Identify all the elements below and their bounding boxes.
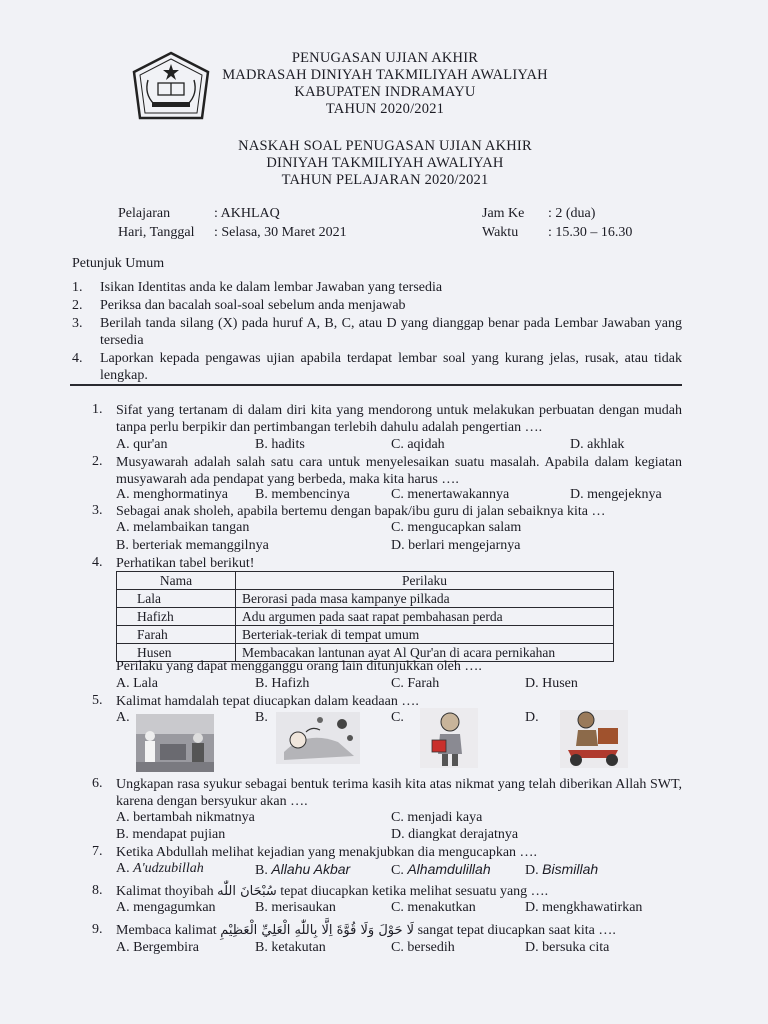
jam-value: : 2 (dua)	[548, 206, 596, 221]
option-c: C. Alhamdulillah	[391, 861, 491, 878]
header-line: DINIYAH TAKMILIYAH AWALIYAH	[266, 155, 504, 171]
option-d: D. akhlak	[570, 437, 625, 452]
option-d: D.	[525, 710, 539, 725]
table-header-name: Nama	[117, 572, 236, 590]
jam-label: Jam Ke	[482, 206, 525, 221]
question-number: 6.	[92, 776, 103, 791]
waktu-label: Waktu	[482, 225, 519, 240]
general-instructions-list	[72, 279, 682, 385]
option-c: C. menakutkan	[391, 900, 476, 915]
hari-value: : Selasa, 30 Maret 2021	[214, 225, 347, 240]
option-d: D. diangkat derajatnya	[391, 827, 519, 842]
header-block-2	[150, 138, 620, 189]
hari-label: Hari, Tanggal	[118, 225, 195, 240]
option-a: A. melambaikan tangan	[116, 520, 250, 535]
question-text: Ungkapan rasa syukur sebagai bentuk terima kasih kita atas nikmat yang telah diberikan Allah SWT, karena dengan bersyukur akan ….	[116, 777, 682, 809]
table-cell-name: Husen	[117, 644, 236, 662]
option-c: C.	[391, 710, 404, 725]
instruction-item: 4. Laporkan kepada pengawas ujian apabila terdapat lembar soal yang kurang jelas, rusak, atau tidak lengkap.	[72, 351, 682, 383]
option-d: D. mengkhawatirkan	[525, 900, 643, 915]
option-d: D. berlari mengejarnya	[391, 538, 521, 553]
option-b: B. Hafizh	[255, 676, 310, 691]
meta-right	[482, 204, 632, 242]
question-number: 1.	[92, 402, 103, 417]
question-text: Sifat yang tertanam di dalam diri kita yang mendorong untuk melakukan perbuatan dengan mudah tanpa perlu berpikir dan pertimbangan terlebih dahulu adalah pengertian ….	[116, 403, 682, 435]
header-line: NASKAH SOAL PENUGASAN UJIAN AKHIR	[238, 138, 532, 154]
option-a: A. qur'an	[116, 437, 168, 452]
question-number: 4.	[92, 555, 103, 570]
header-block-1	[150, 50, 620, 118]
table-cell-name: Lala	[117, 590, 236, 608]
header-line: MADRASAH DINIYAH TAKMILIYAH AWALIYAH	[222, 67, 548, 83]
question-text: Perhatikan tabel berikut!	[116, 556, 255, 571]
question-text: Ketika Abdullah melihat kejadian yang menakjubkan dia mengucapkan ….	[116, 845, 538, 860]
option-b: B. mendapat pujian	[116, 827, 226, 842]
option-d: D. Husen	[525, 676, 578, 691]
option-a: A. mengagumkan	[116, 900, 216, 915]
option-b: B. merisaukan	[255, 900, 336, 915]
header-line: PENUGASAN UJIAN AKHIR	[291, 50, 479, 66]
option-c: C. bersedih	[391, 940, 455, 955]
option-b: B. berteriak memanggilnya	[116, 538, 269, 553]
instruction-item: 1. Isikan Identitas anda ke dalam lembar Jawaban yang tersedia	[72, 280, 443, 295]
table-cell-behavior: Berorasi pada masa kampanye pilkada	[236, 590, 614, 608]
question-followup: Perilaku yang dapat mengganggu orang lain ditunjukkan oleh ….	[116, 659, 482, 674]
question-text: Musyawarah adalah salah satu cara untuk menyelesaikan suatu masalah. Apabila dalam kegiatan musyawarah ada pendapat yang berbeda, maka kita harus ….	[116, 455, 682, 487]
option-c: C. Farah	[391, 676, 440, 691]
option-a: A. A'udzubillah	[116, 861, 204, 876]
table-row	[117, 626, 614, 644]
option-b: B.	[255, 710, 268, 725]
option-c: C. menertawakannya	[391, 487, 510, 502]
table-row	[117, 608, 614, 626]
picture-c-boy-with-gift	[420, 708, 478, 768]
picture-d-motorcycle-rider	[560, 710, 628, 768]
arabic-phrase: سُبْحَانَ اللّٰه	[217, 884, 277, 899]
table-cell-behavior: Membacakan lantunan ayat Al Qur'an di acara pernikahan	[236, 644, 614, 662]
table-row	[117, 590, 614, 608]
option-d: D. bersuka cita	[525, 940, 610, 955]
question-text: Sebagai anak sholeh, apabila bertemu dengan bapak/ibu guru di jalan sebaiknya kita …	[116, 504, 606, 519]
question-number: 9.	[92, 922, 103, 937]
arabic-phrase: لَا حَوْلَ وَلَا قُوَّةَ اِلَّا بِاللّٰهِ الْعَلِيِّ الْعَظِيْمِ	[220, 923, 415, 938]
header-line: TAHUN PELAJARAN 2020/2021	[281, 172, 489, 188]
option-b: B. hadits	[255, 437, 305, 452]
table-cell-name: Farah	[117, 626, 236, 644]
question-text: Kalimat hamdalah tepat diucapkan dalam keadaan ….	[116, 694, 419, 709]
option-b: B. Allahu Akbar	[255, 861, 351, 878]
question-number: 8.	[92, 883, 103, 898]
header-line: KABUPATEN INDRAMAYU	[294, 84, 476, 100]
instruction-item: 2. Periksa dan bacalah soal-soal sebelum anda menjawab	[72, 298, 406, 313]
table-cell-name: Hafizh	[117, 608, 236, 626]
option-a: A. Bergembira	[116, 940, 199, 955]
question-number: 2.	[92, 454, 103, 469]
pelajaran-label: Pelajaran	[118, 206, 171, 221]
meta-left	[118, 204, 347, 242]
picture-b-sick-person	[276, 712, 360, 764]
option-a: A. menghormatinya	[116, 487, 228, 502]
picture-a-flood-victims	[136, 714, 214, 772]
pelajaran-value: : AKHLAQ	[214, 206, 280, 221]
divider	[70, 384, 682, 386]
option-c: C. mengucapkan salam	[391, 520, 522, 535]
option-b: B. membencinya	[255, 487, 350, 502]
table-header-row	[117, 572, 614, 590]
question-text: Kalimat thoyibah سُبْحَانَ اللّٰه tepat diucapkan ketika melihat sesuatu yang ….	[116, 884, 549, 899]
option-a: A.	[116, 710, 130, 725]
option-a: A. Lala	[116, 676, 158, 691]
option-b: B. ketakutan	[255, 940, 326, 955]
waktu-value: : 15.30 – 16.30	[548, 225, 633, 240]
question-number: 5.	[92, 693, 103, 708]
question-text: Membaca kalimat لَا حَوْلَ وَلَا قُوَّةَ اِلَّا بِاللّٰهِ الْعَلِيِّ الْعَظِيْمِ sangat tepat diucapkan saat kita ….	[116, 923, 616, 938]
general-instructions-title: Petunjuk Umum	[72, 256, 165, 271]
table-cell-behavior: Adu argumen pada saat rapat pembahasan perda	[236, 608, 614, 626]
option-a: A. bertambah nikmatnya	[116, 810, 255, 825]
header-line: TAHUN 2020/2021	[325, 101, 445, 117]
question-number: 3.	[92, 503, 103, 518]
table-cell-behavior: Berteriak-teriak di tempat umum	[236, 626, 614, 644]
option-c: C. aqidah	[391, 437, 445, 452]
behavior-table	[116, 571, 614, 662]
question-number: 7.	[92, 844, 103, 859]
option-d: D. mengejeknya	[570, 487, 662, 502]
option-d: D. Bismillah	[525, 861, 599, 878]
instruction-item: 3. Berilah tanda silang (X) pada huruf A, B, C, atau D yang dianggap benar pada Lembar Jawaban yang tersedia	[72, 316, 682, 348]
table-header-behavior: Perilaku	[236, 572, 614, 590]
option-c: C. menjadi kaya	[391, 810, 483, 825]
